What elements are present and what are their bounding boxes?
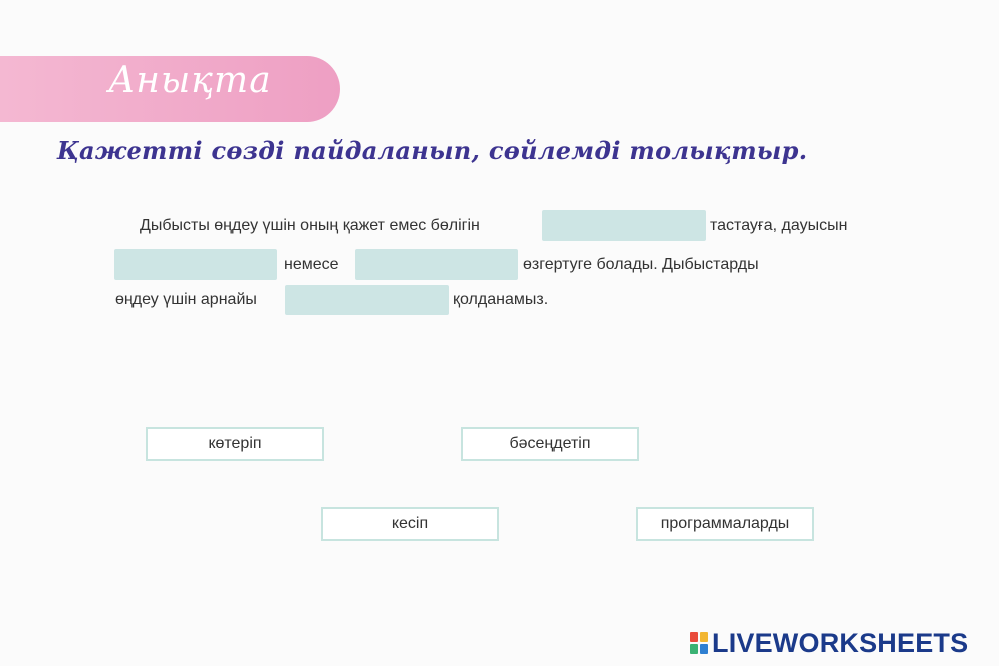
- sentence-line3-part1: өңдеу үшін арнайы: [115, 291, 257, 308]
- logo-mark-icon: [690, 632, 708, 654]
- instruction-text: Қажетті сөзді пайдаланып, сөйлемді толықтыр.: [57, 136, 808, 165]
- sentence-line2-part2: өзгертуге болады. Дыбыстарды: [523, 256, 759, 273]
- liveworksheets-logo: [690, 628, 968, 658]
- banner-title: Анықта: [108, 60, 272, 101]
- sentence-line1-part1: Дыбысты өңдеу үшін оның қажет емес бөлігін: [140, 217, 480, 234]
- answer-blank-4[interactable]: [285, 285, 449, 315]
- sentence-line1-part2: тастауға, дауысын: [710, 217, 848, 234]
- answer-blank-1[interactable]: [542, 210, 706, 241]
- logo-text: LIVEWORKSHEETS: [712, 627, 969, 658]
- word-option-programmalardy[interactable]: программаларды: [636, 507, 814, 541]
- word-option-kesip[interactable]: кесіп: [321, 507, 499, 541]
- word-option-basendetip[interactable]: бәсеңдетіп: [461, 427, 639, 461]
- sentence-line3-part2: қолданамыз.: [453, 291, 549, 308]
- sentence-line2-part1: немесе: [284, 256, 339, 273]
- word-option-koterip[interactable]: көтеріп: [146, 427, 324, 461]
- answer-blank-3[interactable]: [355, 249, 518, 280]
- answer-blank-2[interactable]: [114, 249, 277, 280]
